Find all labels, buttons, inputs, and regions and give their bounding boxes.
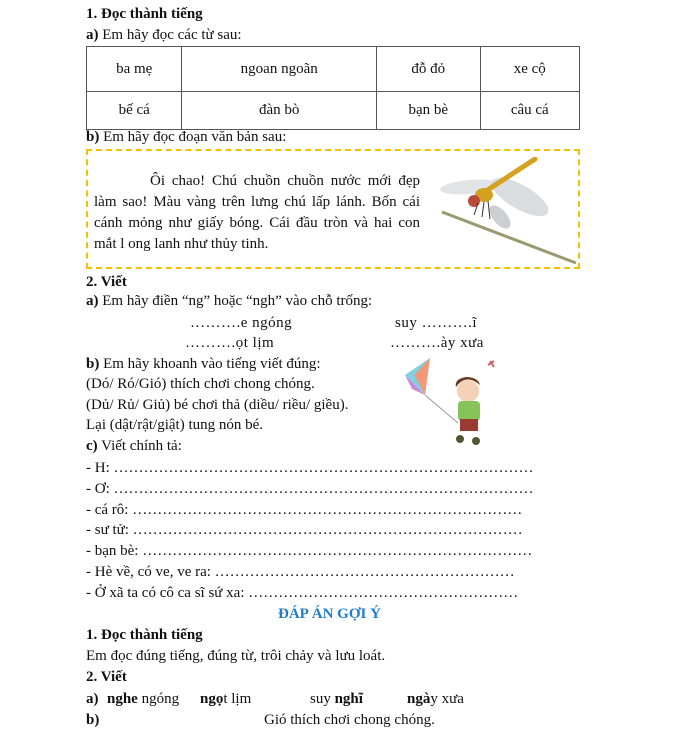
fill-blank: ……….ọt lịm — [185, 335, 275, 351]
instruction-1b: b) Em hãy đọc đoạn văn bản sau: — [86, 129, 287, 145]
fill-blank: ……….e ngóng — [190, 315, 293, 331]
fill-blank: suy ……….ĩ — [395, 315, 478, 331]
table-cell: đàn bò — [182, 92, 377, 130]
choice-line: Lại (dật/rật/giật) tung nón bé. — [86, 417, 264, 433]
answer-1-title: 1. Đọc thành tiếng — [86, 627, 203, 643]
dragonfly-image — [440, 157, 578, 265]
table-row — [87, 47, 580, 92]
instruction-1a: a) Em hãy đọc các từ sau: — [86, 27, 242, 43]
table-cell: ba mẹ — [87, 47, 182, 92]
answer-key-title: ĐÁP ÁN GỢI Ý — [278, 606, 381, 622]
dictation-line: - H: ………………………………………………………………………… — [86, 460, 534, 476]
section-2-title: 2. Viết — [86, 274, 127, 290]
table-cell: đỗ đỏ — [377, 47, 481, 92]
choice-line: (Dủ/ Rủ/ Giủ) bé chơi thả (diều/ riều/ giều). — [86, 397, 349, 413]
table-cell: bế cá — [87, 92, 182, 130]
instruction-2c: c) Viết chính tả: — [86, 438, 182, 454]
answer-2b-label: b) — [86, 712, 100, 728]
section-1-title: 1. Đọc thành tiếng — [86, 6, 203, 22]
table-cell: bạn bè — [377, 92, 481, 130]
answer-item: ngọt lịm — [200, 691, 252, 707]
answer-1-text: Em đọc đúng tiếng, đúng từ, trôi chảy và lưu loát. — [86, 648, 386, 664]
dictation-line: - cá rô: …………………………………………………………………… — [86, 502, 523, 518]
answer-item: nghe ngóng — [107, 691, 180, 707]
answer-2-title: 2. Viết — [86, 669, 127, 685]
instruction-2b: b) Em hãy khoanh vào tiếng viết đúng: — [86, 356, 321, 372]
answer-item: suy nghĩ — [310, 691, 363, 707]
dictation-line: - Ở xã ta có cô ca sĩ sứ xa: ……………………………………………… — [86, 585, 519, 601]
dictation-line: - sư tử: …………………………………………………………………… — [86, 522, 523, 538]
fill-blank: ……….ày xưa — [390, 335, 484, 351]
kite-child-image — [400, 355, 500, 445]
word-table — [86, 46, 580, 130]
table-row — [87, 92, 580, 130]
answer-2a-label: a) — [86, 691, 99, 707]
table-cell: câu cá — [480, 92, 579, 130]
dictation-line: - Ơ: ………………………………………………………………………… — [86, 481, 534, 497]
reading-passage: Ôi chao! Chú chuồn chuồn nước mới đẹp làm sao! Màu vàng trên lưng chú lấp lánh. Bốn cái cánh mỏng như giấy bóng. Cái đầu tròn và hai con mắt l ong lanh như thủy tinh. — [94, 173, 420, 252]
dictation-line: - bạn bè: …………………………………………………………………… — [86, 543, 533, 559]
dictation-line: - Hè về, có ve, ve ra: …………………………………………………… — [86, 564, 515, 580]
instruction-2a: a) Em hãy điền “ng” hoặc “ngh” vào chỗ trống: — [86, 293, 373, 309]
table-cell: ngoan ngoãn — [182, 47, 377, 92]
table-cell: xe cộ — [480, 47, 579, 92]
choice-line: (Dó/ Ró/Gió) thích chơi chong chóng. — [86, 376, 315, 392]
reading-passage-box — [86, 149, 580, 269]
answer-2b-text: Gió thích chơi chong chóng. — [264, 712, 435, 728]
answer-item: ngày xưa — [407, 691, 464, 707]
